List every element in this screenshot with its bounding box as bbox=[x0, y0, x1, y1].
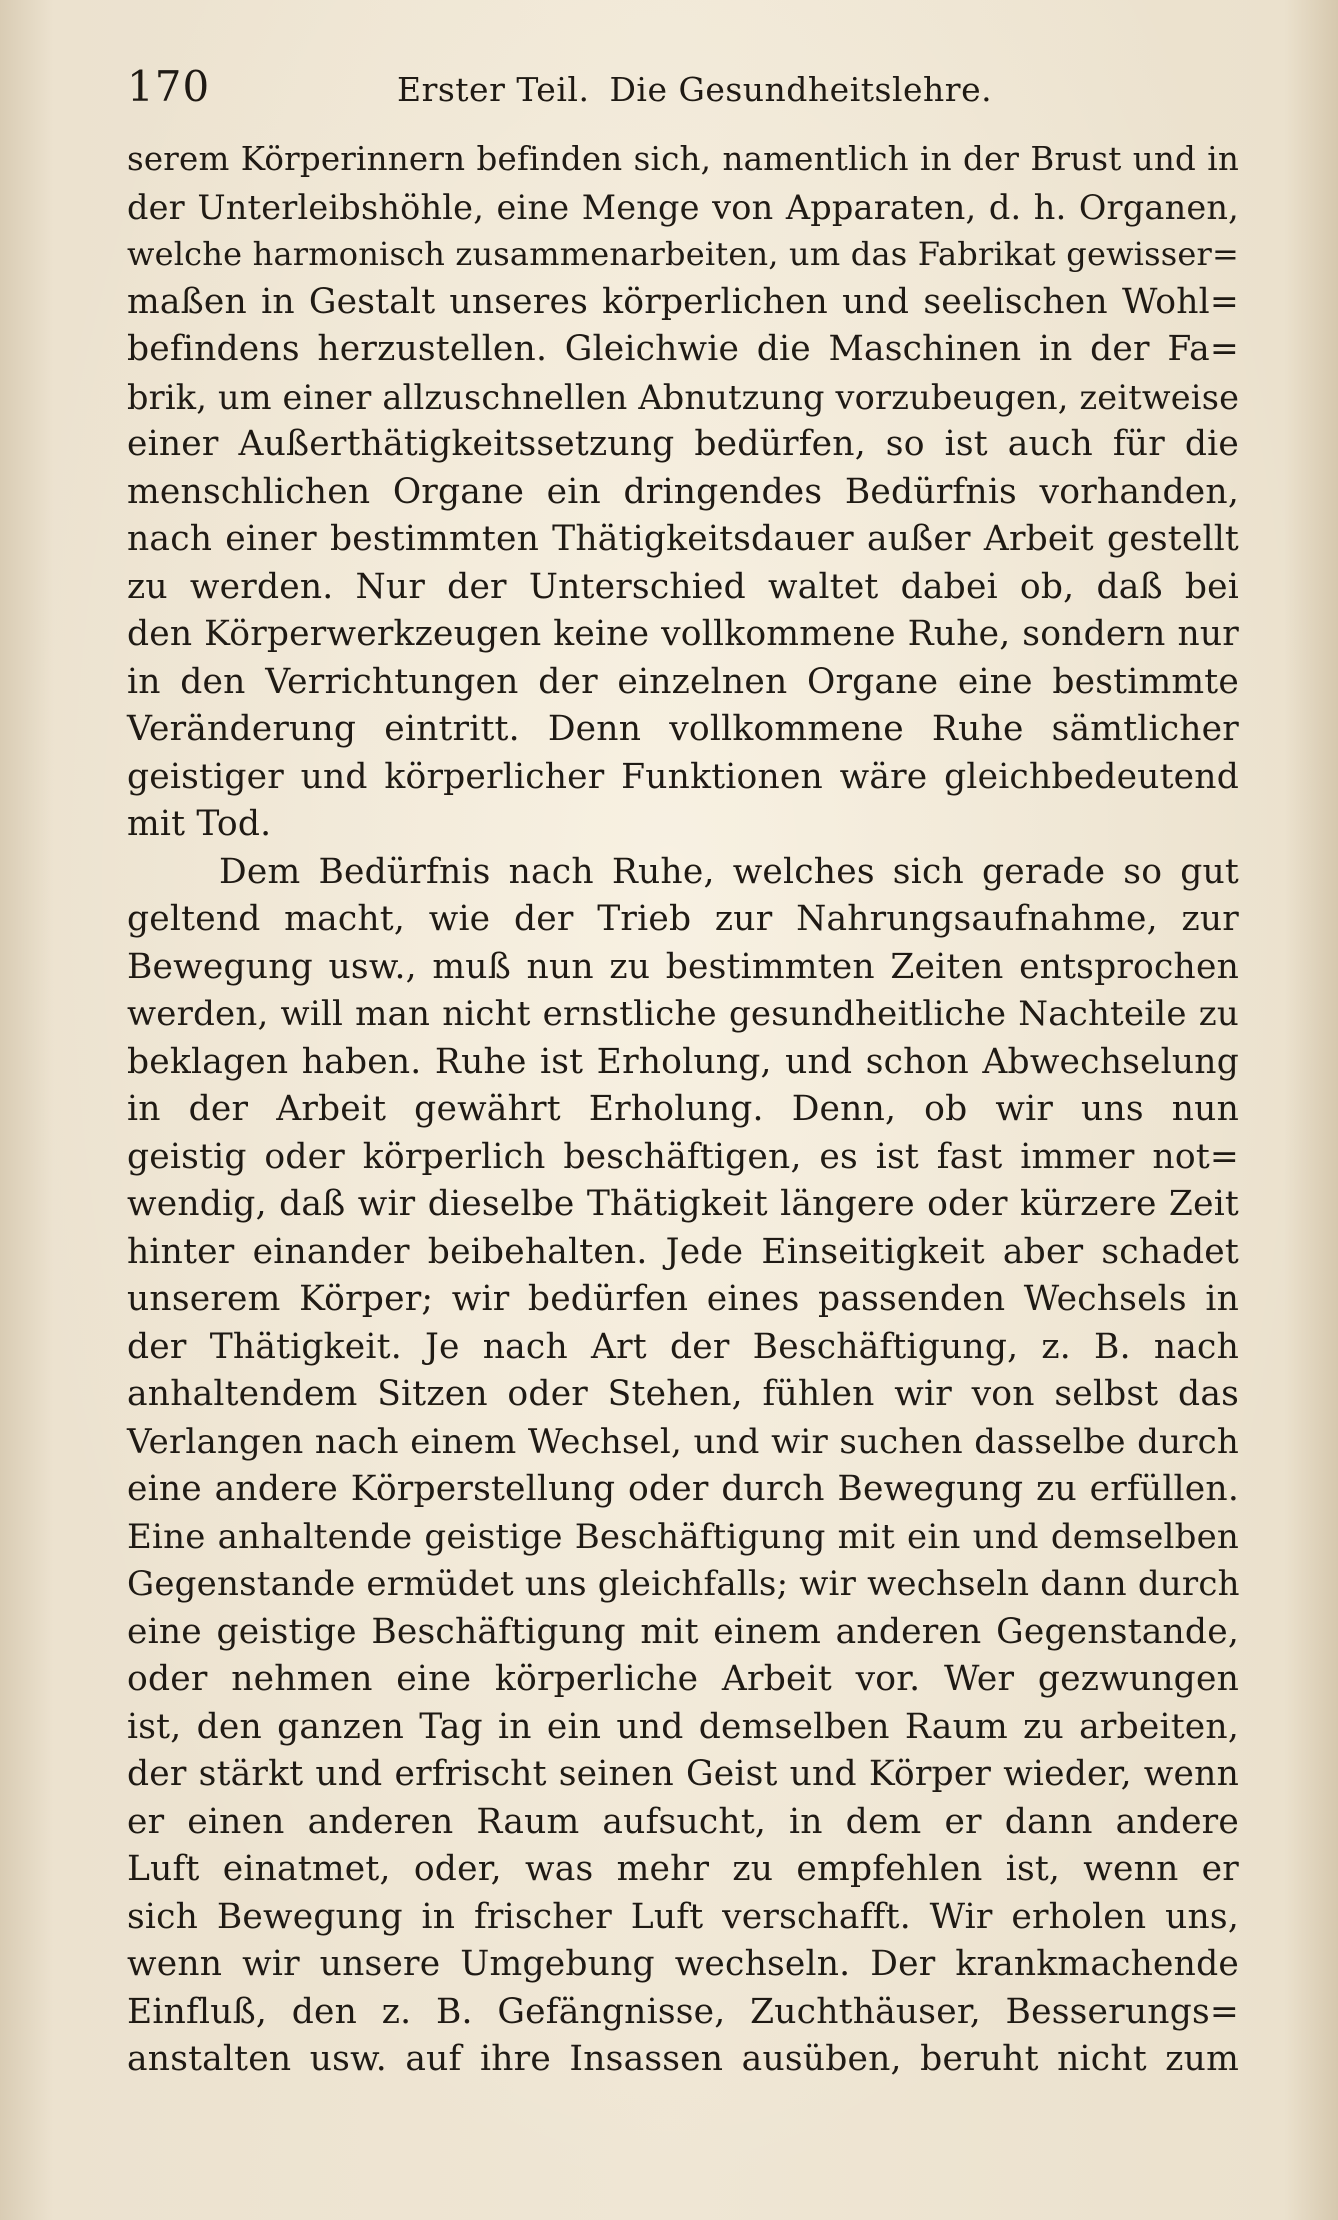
text-line: sich Bewegung in frischer Luft verschafft. Wir erholen uns, bbox=[127, 1896, 1239, 1937]
text-line: eine geistige Beschäftigung mit einem anderen Gegenstande, bbox=[127, 1611, 1239, 1652]
text-line: er einen anderen Raum aufsucht, in dem er dann andere bbox=[127, 1801, 1239, 1842]
text-line: beklagen haben. Ruhe ist Erholung, und schon Abwechselung bbox=[127, 1041, 1239, 1082]
text-line: welche harmonisch zusammenarbeiten, um das Fabrikat gewisser= bbox=[127, 235, 1239, 273]
text-line: anhaltendem Sitzen oder Stehen, fühlen wir von selbst das bbox=[127, 1374, 1239, 1414]
text-line: Veränderung eintritt. Denn vollkommene Ruhe sämtlicher bbox=[127, 709, 1239, 749]
running-head-part: Erster Teil. bbox=[397, 70, 590, 109]
text-line: Dem Bedürfnis nach Ruhe, welches sich gerade so gut bbox=[219, 851, 1239, 892]
text-line: der Unterleibshöhle, eine Menge von Apparaten, d. h. Organen, bbox=[127, 187, 1239, 227]
text-line: den Körperwerkzeugen keine vollkommene Ruhe, sondern nur bbox=[127, 614, 1239, 654]
text-line: wendig, daß wir dieselbe Thätigkeit längere oder kürzere Zeit bbox=[127, 1184, 1239, 1224]
text-line: Bewegung usw., muß nun zu bestimmten Zeiten entsprochen bbox=[127, 946, 1239, 987]
text-line: wenn wir unsere Umgebung wechseln. Der krankmachende bbox=[127, 1944, 1239, 1984]
paragraph bbox=[127, 849, 1239, 2084]
text-line: Gegenstande ermüdet uns gleichfalls; wir wechseln dann durch bbox=[127, 1564, 1240, 1604]
text-line: nach einer bestimmten Thätigkeitsdauer außer Arbeit gestellt bbox=[127, 519, 1239, 559]
text-line: menschlichen Organe ein dringendes Bedürfnis vorhanden, bbox=[127, 471, 1239, 512]
text-line: befindens herzustellen. Gleichwie die Maschinen in der Fa= bbox=[127, 329, 1239, 369]
text-line: werden, will man nicht ernstliche gesundheitliche Nachteile zu bbox=[127, 994, 1239, 1034]
text-line: maßen in Gestalt unseres körperlichen und seelischen Wohl= bbox=[127, 281, 1239, 322]
text-line: hinter einander beibehalten. Jede Einseitigkeit aber schadet bbox=[127, 1231, 1239, 1272]
text-line: eine andere Körperstellung oder durch Bewegung zu erfüllen. bbox=[127, 1469, 1239, 1509]
text-line: in den Verrichtungen der einzelnen Organe eine bestimmte bbox=[127, 661, 1239, 702]
text-line: mit Tod. bbox=[127, 804, 272, 844]
text-line: Eine anhaltende geistige Beschäftigung mit ein und demselben bbox=[127, 1516, 1239, 1557]
text-line: einer Außerthätigkeitssetzung bedürfen, so ist auch für die bbox=[127, 424, 1239, 464]
text-line: oder nehmen eine körperliche Arbeit vor. Wer gezwungen bbox=[127, 1659, 1239, 1699]
body-text bbox=[127, 136, 1239, 2084]
text-line: brik, um einer allzuschnellen Abnutzung vorzubeugen, zeitweise bbox=[127, 377, 1240, 417]
text-line: geistig oder körperlich beschäftigen, es ist fast immer not= bbox=[127, 1136, 1239, 1177]
text-line: der stärkt und erfrischt seinen Geist und Körper wieder, wenn bbox=[127, 1754, 1239, 1794]
running-head-chapter: Die Gesundheitslehre. bbox=[609, 70, 993, 109]
text-line: Verlangen nach einem Wechsel, und wir suchen dasselbe durch bbox=[127, 1421, 1239, 1462]
text-line: Einfluß, den z. B. Gefängnisse, Zuchthäuser, Besserungs= bbox=[127, 1991, 1239, 2032]
text-line: geltend macht, wie der Trieb zur Nahrungsaufnahme, zur bbox=[127, 899, 1239, 939]
running-head bbox=[397, 70, 992, 109]
text-line: unserem Körper; wir bedürfen eines passenden Wechsels in bbox=[127, 1279, 1239, 1319]
text-line: geistiger und körperlicher Funktionen wäre gleichbedeutend bbox=[127, 756, 1239, 797]
text-line: in der Arbeit gewährt Erholung. Denn, ob wir uns nun bbox=[127, 1089, 1239, 1129]
text-line: Luft einatmet, oder, was mehr zu empfehlen ist, wenn er bbox=[127, 1849, 1239, 1889]
text-line: ist, den ganzen Tag in ein und demselben Raum zu arbeiten, bbox=[127, 1706, 1239, 1747]
text-line: zu werden. Nur der Unterschied waltet dabei ob, daß bei bbox=[127, 566, 1239, 607]
text-line: anstalten usw. auf ihre Insassen ausüben, beruht nicht zum bbox=[127, 2039, 1239, 2079]
page-number: 170 bbox=[127, 62, 211, 111]
page-header bbox=[127, 62, 1239, 122]
text-line: der Thätigkeit. Je nach Art der Beschäftigung, z. B. nach bbox=[127, 1326, 1239, 1367]
text-line: serem Körperinnern befinden sich, namentlich in der Brust und in bbox=[127, 140, 1239, 178]
paragraph bbox=[127, 136, 1239, 849]
